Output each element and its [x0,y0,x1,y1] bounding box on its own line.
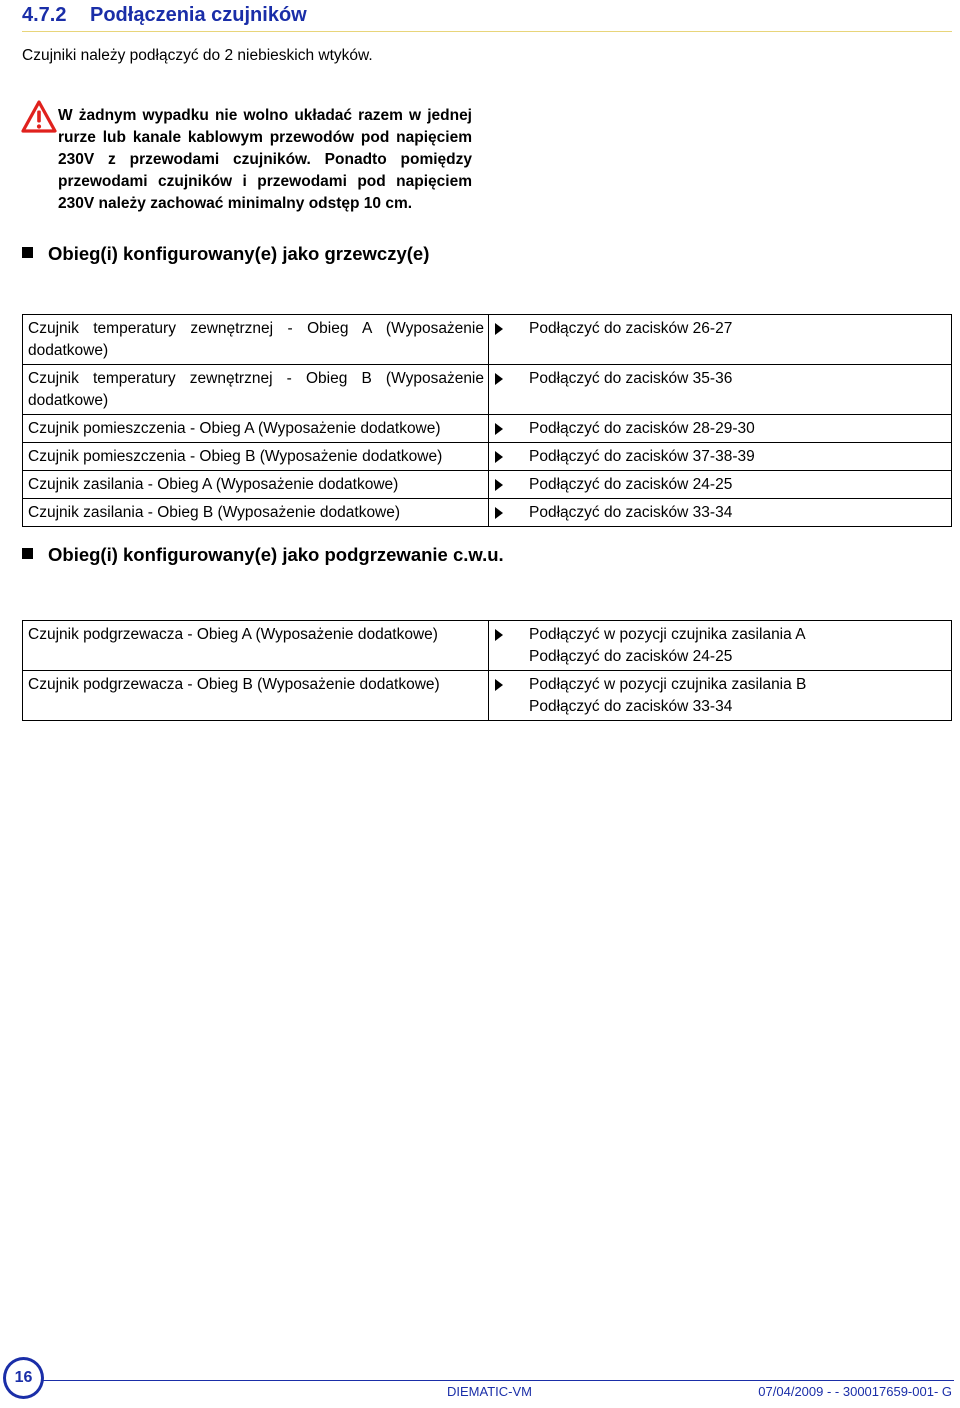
arrow-right-icon [495,373,503,385]
arrow-right-icon [495,507,503,519]
connection-text: Podłączyć do zacisków 37-38-39 [529,448,755,465]
connection-cell [489,443,952,471]
connection-cell [489,315,952,365]
warning-triangle-icon [21,100,57,134]
connection-cell [489,671,952,721]
table-row [23,499,952,527]
heading-heating-label: Obieg(i) konfigurowany(e) jako grzewczy(e) [48,243,430,264]
arrow-right-icon [495,679,503,691]
footer-divider [40,1380,954,1381]
table-row [23,315,952,365]
footer-document-reference: 07/04/2009 - - 300017659-001- G [758,1384,952,1399]
dhw-sensor-table [22,620,952,721]
table-row [23,365,952,415]
connection-cell [489,365,952,415]
sensor-cell: Czujnik pomieszczenia - Obieg B (Wyposażenie dodatkowe) [23,443,489,471]
connection-cell [489,415,952,443]
sensor-cell: Czujnik zasilania - Obieg B (Wyposażenie dodatkowe) [23,499,489,527]
connection-text: Podłączyć w pozycji czujnika zasilania A [529,626,806,643]
connection-text: Podłączyć do zacisków 33-34 [529,698,733,715]
connection-text: Podłączyć do zacisków 35-36 [529,370,733,387]
page-number-badge: 16 [3,1357,44,1399]
connection-text: Podłączyć do zacisków 24-25 [529,648,733,665]
footer-product-name: DIEMATIC-VM [447,1384,532,1399]
table-row [23,671,952,721]
intro-text: Czujniki należy podłączyć do 2 niebieskich wtyków. [22,47,373,64]
table-row [23,621,952,671]
table-row [23,415,952,443]
connection-cell [489,499,952,527]
sensor-cell: Czujnik pomieszczenia - Obieg A (Wyposażenie dodatkowe) [23,415,489,443]
connection-text: Podłączyć do zacisków 24-25 [529,476,733,493]
square-bullet-icon [22,247,33,258]
sensor-cell: Czujnik podgrzewacza - Obieg B (Wyposażenie dodatkowe) [23,671,489,721]
arrow-right-icon [495,479,503,491]
arrow-right-icon [495,323,503,335]
sensor-cell: Czujnik podgrzewacza - Obieg A (Wyposażenie dodatkowe) [23,621,489,671]
arrow-right-icon [495,451,503,463]
section-title: Podłączenia czujników [90,4,307,26]
heading-dhw-circuits [22,544,504,566]
heating-sensor-table [22,314,952,527]
heading-heating-circuits [22,243,429,265]
sensor-cell: Czujnik temperatury zewnętrznej - Obieg B (Wyposażenie dodatkowe) [23,365,489,415]
arrow-right-icon [495,423,503,435]
connection-text: Podłączyć w pozycji czujnika zasilania B [529,676,807,693]
connection-cell [489,621,952,671]
section-header [22,2,952,32]
sensor-cell: Czujnik zasilania - Obieg A (Wyposażenie dodatkowe) [23,471,489,499]
connection-text: Podłączyć do zacisków 28-29-30 [529,420,755,437]
connection-text: Podłączyć do zacisków 26-27 [529,320,733,337]
warning-text: W żadnym wypadku nie wolno układać razem w jednej rurze lub kanale kablowym przewodów pod napięciem 230V z przewodami czujników. Ponadto pomiędzy przewodami czujników i przewodami pod napięciem 230V należy zachować minimalny odstęp 10 cm. [58,107,472,212]
heading-dhw-label: Obieg(i) konfigurowany(e) jako podgrzewanie c.w.u. [48,544,504,565]
connection-text: Podłączyć do zacisków 33-34 [529,504,733,521]
table-row [23,443,952,471]
section-number: 4.7.2 [22,4,67,26]
table-row [23,471,952,499]
square-bullet-icon [22,548,33,559]
sensor-cell: Czujnik temperatury zewnętrznej - Obieg A (Wyposażenie dodatkowe) [23,315,489,365]
arrow-right-icon [495,629,503,641]
connection-cell [489,471,952,499]
